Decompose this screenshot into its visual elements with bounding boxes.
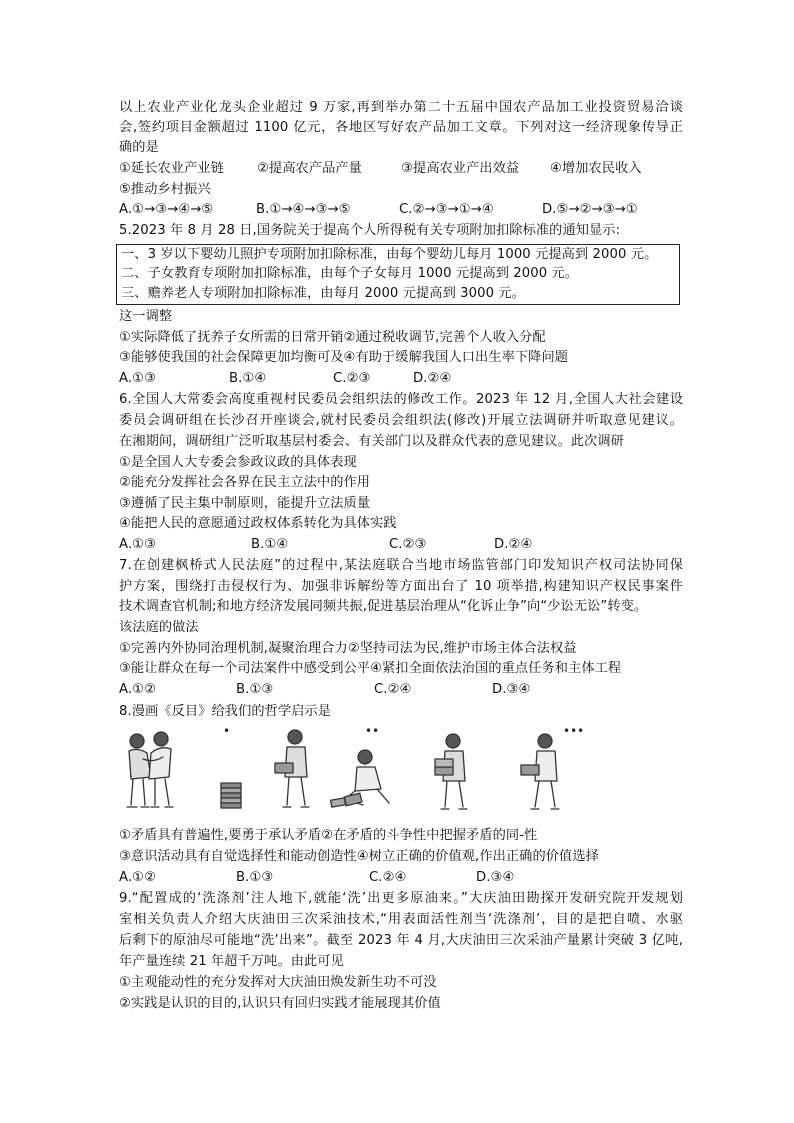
cartoon-panel-3	[275, 730, 389, 807]
q9-statement-1: ①主观能动性的充分发挥对大庆油田焕发新生功不可没	[119, 975, 437, 990]
q6-stem-line-3: 在湘期间，调研组广泛听取基层村委会、有关部门以及群众代表的意见建议。此次调研	[119, 434, 624, 449]
q5-option-d[interactable]: D.②④	[413, 371, 452, 386]
q8-option-a[interactable]: A.①②	[119, 870, 157, 885]
q4-item-1: ①延长农业产业链	[119, 161, 224, 176]
q6-statement-2: ②能充分发挥社会各界在民主立法中的作用	[119, 475, 371, 490]
q6-option-c[interactable]: C.②③	[389, 537, 427, 552]
q5-box-line-2: 二、子女教育专项附加扣除标准，由每个子女每月 1000 元提高到 2000 元。	[121, 266, 579, 281]
q6-option-d[interactable]: D.②④	[494, 537, 533, 552]
cartoon-panel-4	[435, 734, 467, 809]
cartoon-panel-5	[521, 734, 559, 809]
q4-item-3: ③提高农业产出效益	[401, 161, 520, 176]
q9-stem-line-4: 年产量连续 21 年超千万吨。由此可见	[119, 954, 344, 969]
q5-lead: 这一调整	[119, 309, 173, 324]
q9-stem-line-1: 9.“配置成的‘洗涤剂’注人地下,就能‘洗’出更多原油来。”大庆油田勘探开发研究院开发规划	[119, 891, 683, 906]
q7-statement-2: ③能让群众在每一个司法案件中感受到公平④紧扣全面依法治国的重点任务和主体工程	[119, 661, 622, 676]
cartoon-mark-1: •	[223, 727, 231, 738]
q4-stem-line-2: 会,签约项目金额超过 1100 亿元，各地区写好农产品加工文章。下列对这一经济现象传导正	[119, 120, 683, 135]
q5-option-b[interactable]: B.①④	[229, 371, 267, 386]
q5-stem: 5.2023 年 8 月 28 日,国务院关于提高个人所得税有关专项附加扣除标准的通知显示:	[119, 223, 621, 238]
cartoon-mark-3: •••	[563, 727, 585, 738]
q8-option-b[interactable]: B.①③	[236, 870, 274, 885]
q8-statement-1: ①矛盾具有普遍性,要勇于承认矛盾②在矛盾的斗争性中把握矛盾的同-性	[119, 828, 538, 843]
q6-statement-1: ①是全国人大专委会参政议政的具体表现	[119, 455, 357, 470]
q8-option-d[interactable]: D.③④	[476, 870, 515, 885]
q7-stem-line-3: 技术调查官机制;和地方经济发展同频共振,促进基层治理从“化诉止争”向“少讼无讼”转变。	[119, 599, 648, 614]
q6-statement-3: ③遵循了民主集中制原则，能提升立法质量	[119, 496, 371, 511]
q7-option-b[interactable]: B.①③	[236, 682, 274, 697]
cartoon-mark-2: ••	[365, 727, 380, 738]
q4-option-d[interactable]: D.⑤→②→③→①	[542, 202, 638, 217]
q7-stem-line-1: 7.在创建枫桥式人民法庭”的过程中,某法庭联合当地市场监管部门印发知识产权司法协同保	[119, 558, 683, 573]
q4-item-4: ④增加农民收入	[550, 161, 642, 176]
q9-stem-line-3: 后剩下的原油尽可能地“洗’出来”。截至 2023 年 4 月,大庆油田三次采油产量累计突破 3 亿吨,	[119, 933, 683, 948]
q5-option-c[interactable]: C.②③	[333, 371, 371, 386]
q5-box-line-1: 一、3 岁以下婴幼儿照护专项附加扣除标准，由每个婴幼儿每月 1000 元提高到 2000 元。	[121, 247, 658, 262]
q5-statement-1: ①实际降低了抚养子女所需的日常开销②通过税收调节,完善个人收入分配	[119, 330, 546, 345]
q4-stem-line-3: 确的是	[119, 140, 159, 155]
q9-statement-2: ②实践是认识的目的,认识只有回归实践才能展现其价值	[119, 996, 441, 1011]
cartoon-panel-2	[221, 783, 241, 808]
q4-item-2: ②提高农产品产量	[257, 161, 362, 176]
q7-stem-line-2: 护方案，围绕打击侵权行为、加强非诉解纷等方面出台了 10 项举措,构建知识产权民事案件	[119, 579, 683, 594]
cartoon-fanmu	[119, 727, 599, 819]
q4-option-c[interactable]: C.②→③→①→④	[399, 202, 494, 217]
q4-item-5: ⑤推动乡村振兴	[119, 182, 211, 197]
q8-stem: 8.漫画《反目》给我们的哲学启示是	[119, 704, 332, 719]
q7-option-c[interactable]: C.②④	[374, 682, 412, 697]
q7-statement-1: ①完善内外协同治理机制,凝聚治理合力②坚持司法为民,维护市场主体合法权益	[119, 641, 577, 656]
q7-option-d[interactable]: D.③④	[492, 682, 531, 697]
q5-box-line-3: 三、赡养老人专项附加扣除标准，由每月 2000 元提高到 3000 元。	[121, 286, 525, 301]
cartoon-panel-1	[127, 732, 173, 807]
q6-stem-line-1: 6.全国人大常委会高度重视村民委员会组织法的修改工作。2023 年 12 月,全国人大社会建设	[119, 392, 683, 407]
q4-option-b[interactable]: B.①→④→③→⑤	[256, 202, 351, 217]
q6-statement-4: ④能把人民的意愿通过政权体系转化为具体实践	[119, 516, 397, 531]
q7-stem-line-4: 该法庭的做法	[119, 620, 199, 635]
q6-stem-line-2: 委员会调研组在长沙召开座谈会,就村民委员会组织法(修改)开展立法调研并听取意见建议。	[119, 413, 683, 428]
q5-option-a[interactable]: A.①③	[119, 371, 157, 386]
q6-option-a[interactable]: A.①③	[119, 537, 157, 552]
q9-stem-line-2: 室相关负责人介绍大庆油田三次采油技术,“用表面活性剂当‘洗涤剂’，目的是把自喷、水驱	[119, 912, 683, 927]
q7-option-a[interactable]: A.①②	[119, 682, 157, 697]
q5-notice-box	[116, 244, 680, 305]
q4-option-a[interactable]: A.①→③→④→⑤	[119, 202, 214, 217]
cartoon-illustration	[119, 727, 599, 819]
q8-option-c[interactable]: C.②④	[369, 870, 407, 885]
q8-statement-2: ③意识活动具有自觉选择性和能动创造性④树立正确的价值观,作出正确的价值选择	[119, 849, 599, 864]
q6-option-b[interactable]: B.①④	[251, 537, 289, 552]
q5-statement-2: ③能够使我国的社会保障更加均衡可及④有助于缓解我国人口出生率下降问题	[119, 350, 569, 365]
q4-stem-line-1: 以上农业产业化龙头企业超过 9 万家,再到举办第二十五届中国农产品加工业投资贸易洽谈	[119, 100, 683, 115]
